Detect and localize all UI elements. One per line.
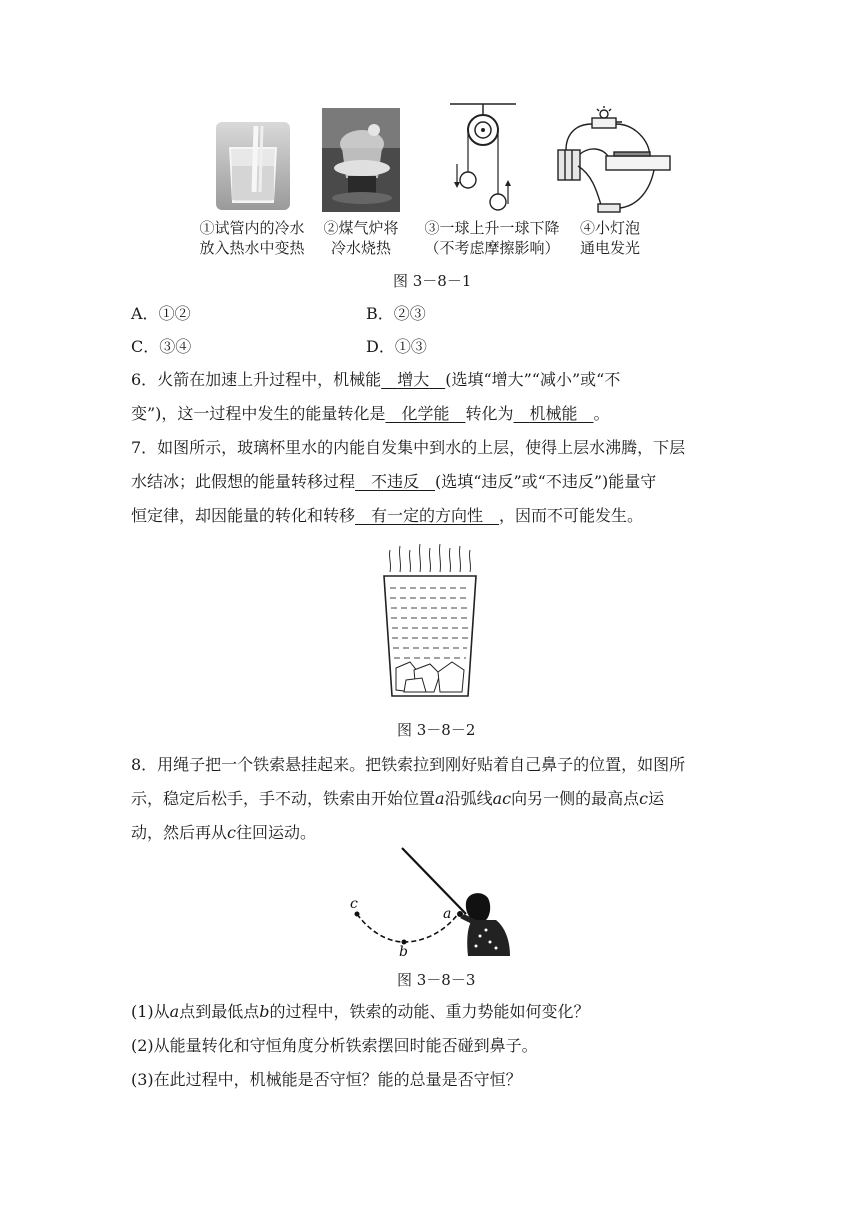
glass-water-icon: [380, 540, 480, 700]
answer-blank: 增大: [397, 370, 430, 389]
sub-question-2: (2)从能量转化和守恒角度分析铁索摆回时能否碰到鼻子。: [131, 1036, 538, 1055]
label-a: a: [443, 906, 452, 922]
label-c: c: [350, 896, 358, 912]
figure-label: 图 3－8－1: [393, 272, 472, 290]
gas-stove-icon: [322, 108, 400, 212]
option-a: A．①②: [131, 304, 191, 323]
pulley-icon: [446, 100, 518, 216]
label-b: b: [399, 944, 408, 958]
option-c: C．③④: [131, 337, 192, 356]
figure-label: 图 3－8－2: [397, 721, 476, 739]
circuit-bulb-icon: [554, 106, 672, 216]
figure-label: 图 3－8－3: [397, 971, 476, 989]
answer-blank: 机械能: [529, 404, 578, 423]
panel-2-caption: ②煤气炉将 冷水烧热: [323, 219, 399, 257]
panel-4-caption: ④小灯泡 通电发光: [579, 219, 640, 257]
panel-3-caption: ③一球上升一球下降 （不考虑摩擦影响）: [424, 219, 560, 257]
panel-1-caption: ①试管内的冷水 放入热水中变热: [199, 219, 305, 257]
option-d: D．①③: [366, 337, 427, 356]
pendulum-figure: [340, 846, 520, 958]
answer-blank: 有一定的方向性: [371, 506, 484, 525]
answer-blank: 不违反: [371, 472, 420, 491]
beaker-icon: [216, 122, 290, 210]
option-b: B．②③: [366, 304, 426, 323]
sub-question-1: (1)从a点到最低点b的过程中，铁索的动能、重力势能如何变化？: [131, 1002, 590, 1021]
point-c-marker: [355, 912, 360, 917]
person-icon: [460, 893, 510, 956]
sub-question-3: (3)在此过程中，机械能是否守恒？能的总量是否守恒？: [131, 1070, 522, 1089]
answer-blank: 化学能: [401, 404, 450, 423]
